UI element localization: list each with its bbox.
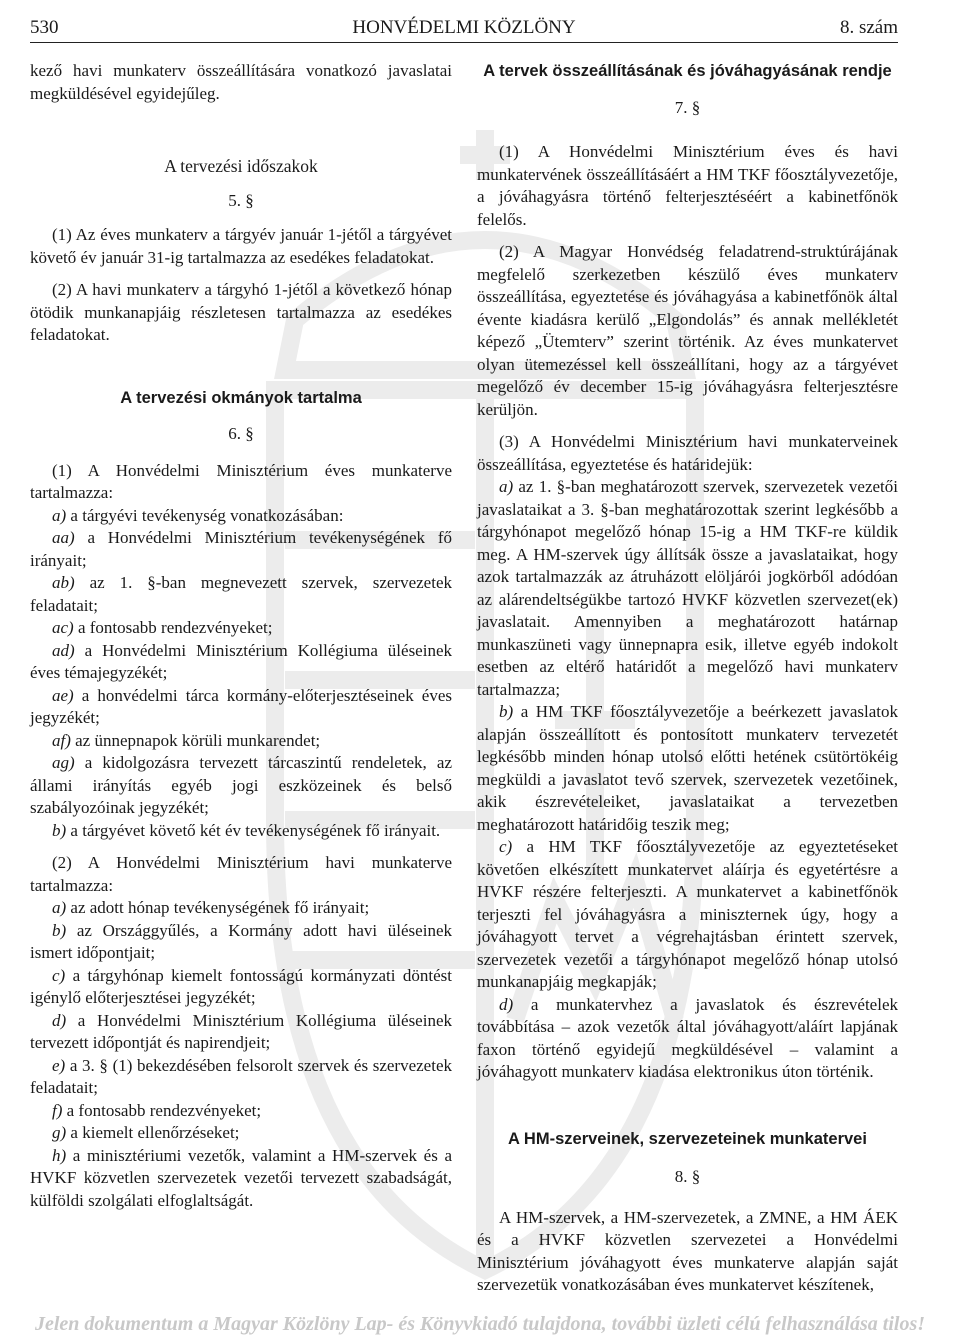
list-item-ab: ab) az 1. §-ban megnevezett szervek, szervezetek feladatait;: [30, 573, 452, 615]
paragraph-5-2: (2) A havi munkaterv a tárgyhó 1-jétől a következő hónap ötödik munkanapjáig részletesen tartalmazza az esedékes feladatokat.: [30, 280, 452, 344]
paragraph-sign-6: 6. §: [228, 424, 254, 443]
deadline-item-c: c) a HM TKF főosztályvezetője az egyeztetéseket követően elkészített munkatervet aláírja és egyetértésre a HVKF részére felterjeszti. A munkatervet a kabinetfőnök terjeszti fel jóváhagyásra a miniszternek úgy, hogy a jóváhagyott tervet a végrehajtásban érintett szervek, szervezetek vezetői a tárgyhónapot megelőző hónap utolsó munkanapjáig megkapják;: [477, 837, 898, 991]
list-item-ac: ac) a fontosabb rendezvényeket;: [52, 618, 273, 637]
copyright-watermark-notice: Jelen dokumentum a Magyar Közlöny Lap- és Könyvkiadó tulajdona, további üzleti célú felhasználása tilos!: [34, 1313, 926, 1335]
section-heading-time-periods: A tervezési időszakok: [164, 156, 318, 176]
section-heading-hm-organs: A HM-szerveinek, szervezeteinek munkatervei: [508, 1129, 867, 1148]
journal-title: HONVÉDELMI KÖZLÖNY: [352, 17, 576, 38]
deadline-item-b: b) a HM TKF főosztályvezetője a beérkezett javaslatok alapján összeállított és pontosított munkaterv tervezetét legkésőbb minden hónap utolsó előtti hetének csütörtökéig megküldi a javaslatot tevő szervek, szervezetek vezetőinek, akik észrevételeiket, javaslataikat a tervezetben meghatározott határidőig teszik meg;: [477, 702, 898, 834]
paragraph-7-1: (1) A Honvédelmi Minisztérium éves és havi munkatervének összeállításáért a HM TKF főosztályvezetője, a jóváhagyásra történő felterjesztéséért a kabinetfőnök felelős.: [477, 142, 898, 229]
deadline-item-a: a) az 1. §-ban meghatározott szervek, szervezetek vezetői javaslataikat a 3. §-ban meghatározottak szerint legkésőbb a tárgyhónapot megelőző hónap 15-ig a HM TKF-re küldik meg. A HM-szervek úgy állítsák össze a javaslataikat, hogy azok tartalmazzák az átruházott elöljárói jogkörből adódóan az alárendeltségükbe tartozó HVKF közvetlen szervezet(ek) javaslatait. Amennyiben a meghatározott határnap munkaszüneti vagy ünnepnapra esik, illetve egyéb indokolt esetben az eltérő határidőt a megelőző havi munkaterv tartalmazza;: [477, 477, 898, 699]
paragraph-sign-8: 8. §: [674, 1167, 701, 1186]
paragraph-6-1: (1) A Honvédelmi Minisztérium éves munkaterve tartalmazza:: [30, 460, 452, 502]
list-item-ag: ag) a kidolgozásra tervezett tárcaszintű rendeletek, az állami irányítás egyéb jogi eszközeinek és belső szabályozóinak jegyzékét;: [30, 753, 452, 817]
list-item-af: af) az ünnepnapok körüli munkarendet;: [52, 730, 321, 750]
list-item-ae: ae) a honvédelmi tárca kormány-előterjesztéseinek éves jegyzékét;: [30, 685, 452, 727]
monthly-item-h: h) a minisztériumi vezetők, valamint a HM-szervek és a HVKF közvetlen szervezetek vezetői tervezett szabadságát, külföldi szolgálati elfoglaltságát.: [30, 1145, 452, 1210]
paragraph-5-1: (1) Az éves munkaterv a tárgyév január 1-jétől a tárgyévet követő év január 31-ig tartalmazza az esedékes feladatokat.: [30, 225, 452, 267]
paragraph-sign-7: 7. §: [674, 97, 701, 117]
paragraph-8: A HM-szervek, a HM-szervezetek, a ZMNE, a HM ÁEK és a HVKF közvetlen szervezetei a Honvédelmi Minisztérium jóváhagyott éves munkaterve alapján saját szervezetük vonatkozásában éves munkatervet készítenek,: [477, 1207, 898, 1294]
intro-paragraph: kező havi munkaterv összeállítására vonatkozó javaslatai megküldésével egyidejűleg.: [30, 61, 452, 103]
monthly-item-a: a) az adott hónap tevékenységének fő irányait;: [52, 898, 370, 917]
paragraph-6-2: (2) A Honvédelmi Minisztérium havi munkaterve tartalmazza:: [30, 853, 452, 895]
left-column: [30, 60, 452, 1212]
paragraph-sign-5: 5. §: [228, 190, 254, 210]
list-item-aa: aa) a Honvédelmi Minisztérium tevékenységének fő irányait;: [30, 528, 452, 570]
list-item-b: b) a tárgyévet követő két év tevékenységének fő irányait.: [52, 820, 441, 840]
monthly-item-e: e) a 3. § (1) bekezdésében felsorolt szervek és szervezetek feladatait;: [30, 1055, 452, 1097]
list-item-ad: ad) a Honvédelmi Minisztérium Kollégiuma üléseinek éves témajegyzékét;: [30, 640, 452, 682]
section-heading-plans: A tervek összeállításának és jóváhagyásának rendje: [483, 62, 892, 80]
paragraph-7-2: (2) A Magyar Honvédség feladatrend-struktúrájának megfelelő szerkezetben készülő éves munkaterv összeállítása, egyeztetése és jóváhagyása a kabinetfőnök által évente kiadásra kerülő „Elgondolás” és annak mellékletét képező „Ütemterv” szerint történik. Az éves munkatervet olyan ütemezéssel kell összeállítani, hogy az a tárgyévet megelőző év december 15-ig jóváhagyásra felterjesztésre kerüljön.: [477, 242, 898, 419]
monthly-item-c: c) a tárgyhónap kiemelt fontosságú kormányzati döntést igénylő előterjesztései jegyzékét;: [30, 965, 452, 1007]
monthly-item-g: g) a kiemelt ellenőrzéseket;: [52, 1123, 240, 1142]
issue-number: 8. szám: [839, 17, 898, 38]
page-header: [30, 14, 898, 43]
section-heading-documents: A tervezési okmányok tartalma: [120, 388, 362, 407]
page-number: 530: [30, 17, 59, 38]
deadline-item-d: d) a munkatervhez a javaslatok és észrevételek továbbítása – azok vezetők által jóváhagyott/aláírt lapjának faxon történő egyidejű megküldésével – valamint a jóváhagyott munkaterv kiadása elektronikus úton történik.: [477, 994, 898, 1081]
paragraph-7-3: (3) A Honvédelmi Minisztérium havi munkaterveinek összeállítása, egyeztetése és határidejük:: [477, 432, 898, 474]
list-item-a: a) a tárgyévi tevékenység vonatkozásában:: [52, 505, 344, 525]
monthly-item-f: f) a fontosabb rendezvényeket;: [52, 1100, 262, 1120]
monthly-item-d: d) a Honvédelmi Minisztérium Kollégiuma üléseinek tervezett időpontját és napirendjeit;: [30, 1010, 452, 1052]
monthly-item-b: b) az Országgyűlés, a Kormány adott havi üléseinek ismert időpontjait;: [30, 920, 452, 962]
right-column: [477, 60, 898, 1297]
